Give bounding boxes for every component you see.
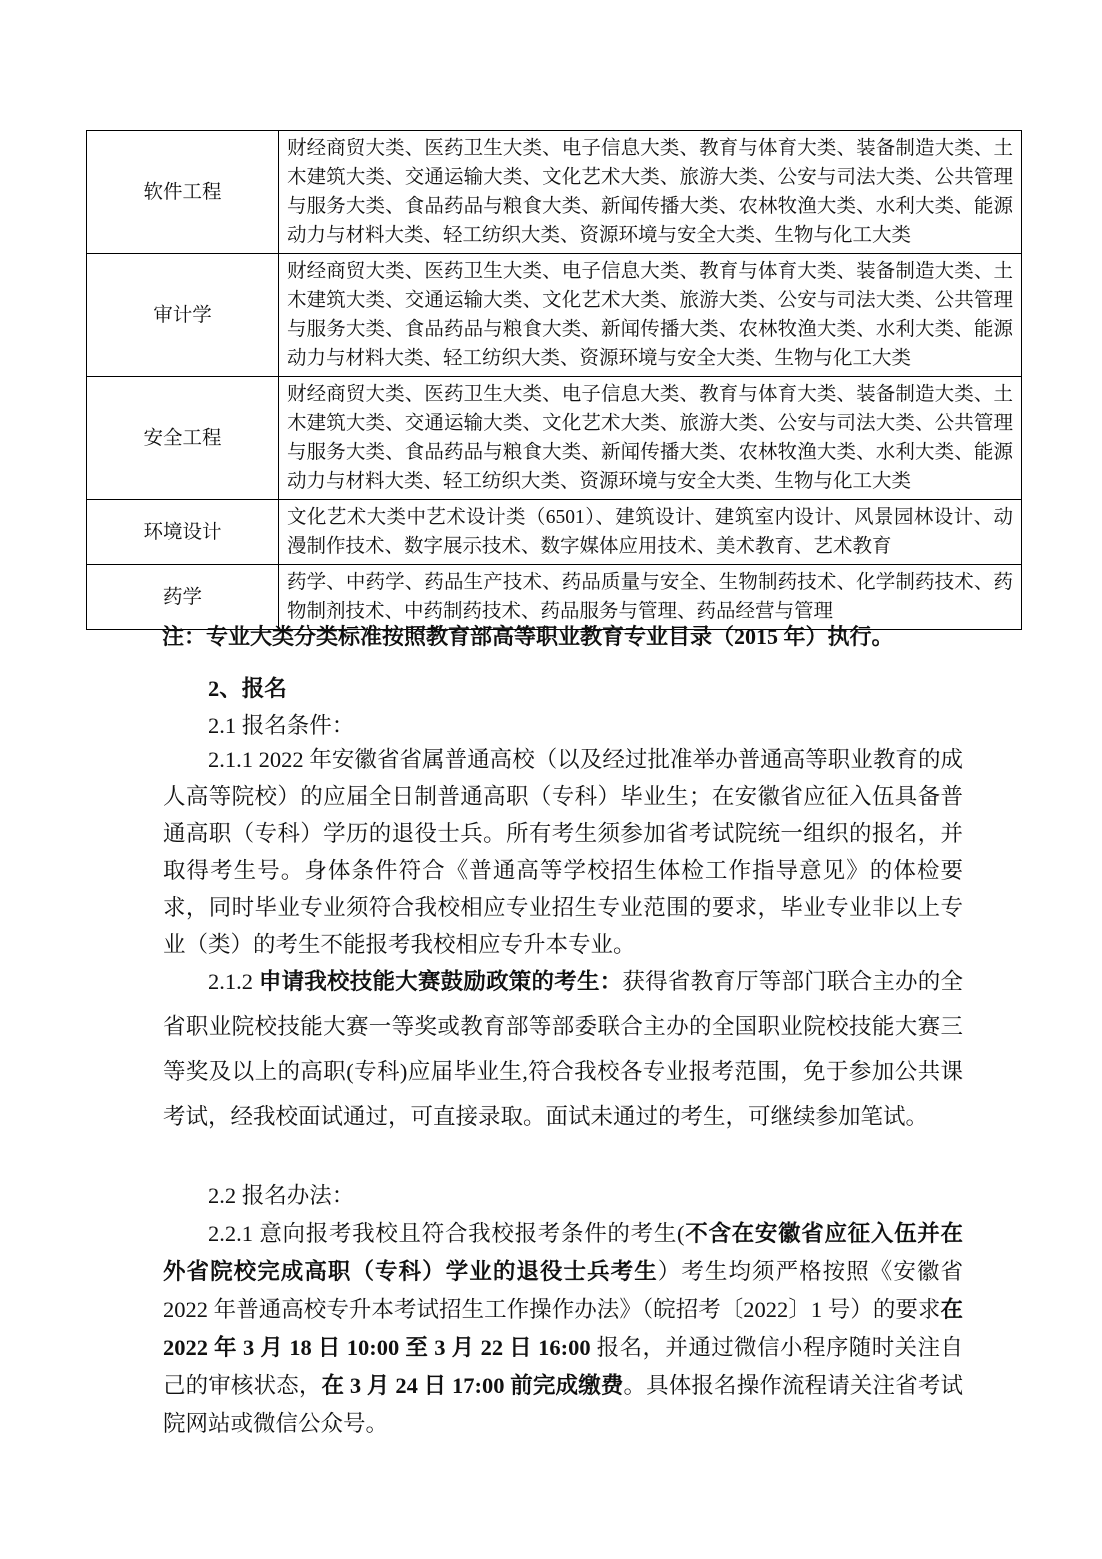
table-row bbox=[87, 500, 1022, 565]
table-row bbox=[87, 131, 1022, 254]
table-row bbox=[87, 377, 1022, 500]
major-categories-cell: 文化艺术大类中艺术设计类（6501）、建筑设计、建筑室内设计、风景园林设计、动漫制作技术、数字展示技术、数字媒体应用技术、美术教育、艺术教育 bbox=[279, 500, 1022, 565]
major-categories-cell: 财经商贸大类、医药卫生大类、电子信息大类、教育与体育大类、装备制造大类、土木建筑大类、交通运输大类、文化艺术大类、旅游大类、公安与司法大类、公共管理与服务大类、食品药品与粮食大类、新闻传播大类、农林牧渔大类、水利大类、能源动力与材料大类、轻工纺织大类、资源环境与安全大类、生物与化工大类 bbox=[279, 131, 1022, 254]
major-category-table bbox=[86, 130, 1022, 630]
paragraph-2-2-1: 2.2.1 意向报考我校且符合我校报考条件的考生(不含在安徽省应征入伍并在外省院校完成高职（专科）学业的退役士兵考生）考生均须严格按照《安徽省2022 年普通高校专升本考试招生工作操作办法》（皖招考〔2022〕1 号）的要求在 2022 年 3 月 18 日 10:00 至 3 月 22 日 16:00 报名，并通过微信小程序随时关注自己的审核状态，在 3 月 24 日 17:00 前完成缴费。具体报名操作流程请关注省考试院网站或微信公众号。 bbox=[163, 1221, 963, 1436]
subsection-heading-2-2: 2.2 报名办法： bbox=[208, 1183, 355, 1208]
paragraph-2-1-1: 2.1.1 2022 年安徽省省属普通高校（以及经过批准举办普通高等职业教育的成人高等院校）的应届全日制普通高职（专科）毕业生；在安徽省应征入伍具备普通高职（专科）学历的退役士兵。所有考生须参加省考试院统一组织的报名，并取得考生号。身体条件符合《普通高等学校招生体检工作指导意见》的体检要求，同时毕业专业须符合我校相应专业招生专业范围的要求，毕业专业非以上专业（类）的考生不能报考我校相应专升本专业。 bbox=[163, 747, 963, 957]
major-name-cell: 药学 bbox=[87, 565, 279, 630]
major-categories-cell: 财经商贸大类、医药卫生大类、电子信息大类、教育与体育大类、装备制造大类、土木建筑大类、交通运输大类、文化艺术大类、旅游大类、公安与司法大类、公共管理与服务大类、食品药品与粮食大类、新闻传播大类、农林牧渔大类、水利大类、能源动力与材料大类、轻工纺织大类、资源环境与安全大类、生物与化工大类 bbox=[279, 377, 1022, 500]
subsection-heading-2-1: 2.1 报名条件： bbox=[208, 713, 355, 738]
major-name-cell: 审计学 bbox=[87, 254, 279, 377]
major-name-cell: 安全工程 bbox=[87, 377, 279, 500]
major-categories-cell: 财经商贸大类、医药卫生大类、电子信息大类、教育与体育大类、装备制造大类、土木建筑大类、交通运输大类、文化艺术大类、旅游大类、公安与司法大类、公共管理与服务大类、食品药品与粮食大类、新闻传播大类、农林牧渔大类、水利大类、能源动力与材料大类、轻工纺织大类、资源环境与安全大类、生物与化工大类 bbox=[279, 254, 1022, 377]
major-name-cell: 软件工程 bbox=[87, 131, 279, 254]
paragraph-2-1-2: 2.1.2 申请我校技能大赛鼓励政策的考生：获得省教育厅等部门联合主办的全省职业院校技能大赛一等奖或教育部等部委联合主办的全国职业院校技能大赛三等奖及以上的高职(专科)应届毕业生,符合我校各专业报考范围，免于参加公共课考试，经我校面试通过，可直接录取。面试未通过的考生，可继续参加笔试。 bbox=[163, 969, 963, 1129]
table-row bbox=[87, 254, 1022, 377]
table-row bbox=[87, 565, 1022, 630]
major-categories-cell: 药学、中药学、药品生产技术、药品质量与安全、生物制药技术、化学制药技术、药物制剂技术、中药制药技术、药品服务与管理、药品经营与管理 bbox=[279, 565, 1022, 630]
table-note: 注：专业大类分类标准按照教育部高等职业教育专业目录（2015 年）执行。 bbox=[162, 624, 894, 649]
major-name-cell: 环境设计 bbox=[87, 500, 279, 565]
section-heading-registration: 2、报名 bbox=[208, 676, 287, 701]
